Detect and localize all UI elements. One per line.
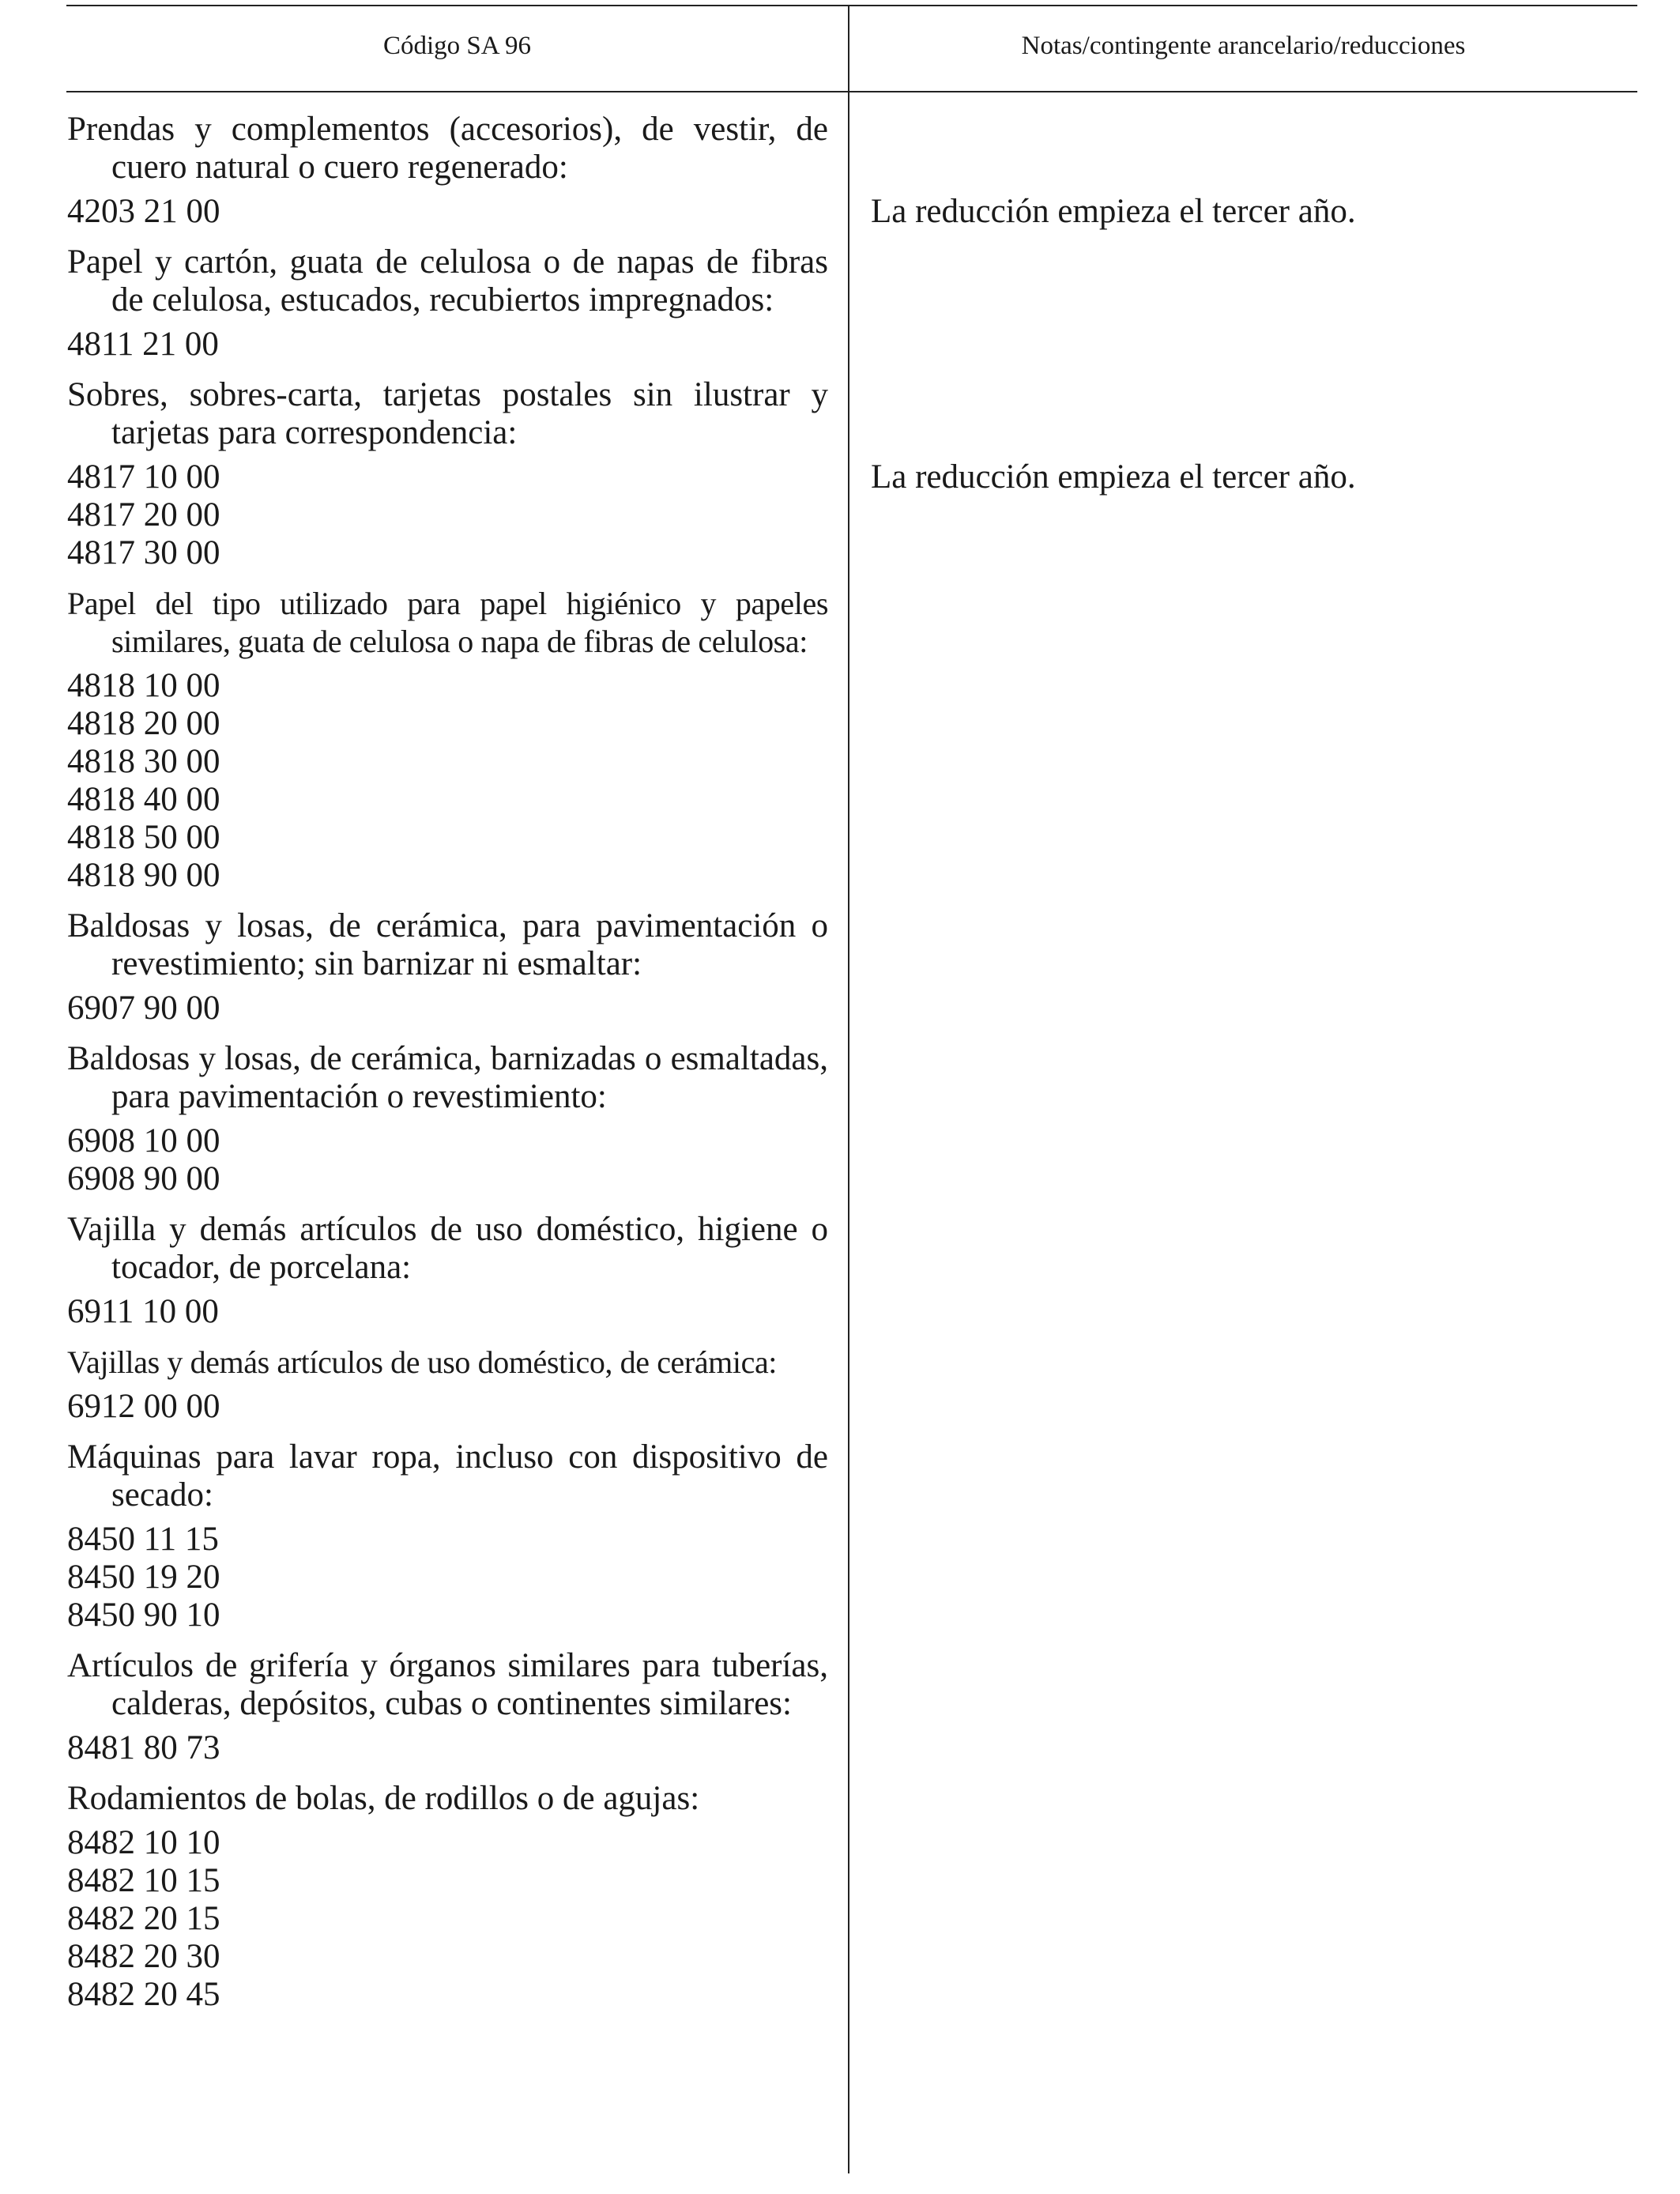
hs-code: 6907 90 00 [67,990,220,1027]
tariff-entry [67,111,828,231]
header-notes: Notas/contingente arancelario/reducciones [1021,32,1466,60]
product-description: Artículos de grifería y órganos similares para tuberías, calderas, depósitos, cubas o continentes similares: [67,1647,828,1722]
product-description: Baldosas y losas, de cerámica, barnizadas o esmaltadas, para pavimentación o revestimiento: [67,1040,828,1115]
hs-code: 6911 10 00 [67,1293,219,1330]
hs-code: 6908 10 00 [67,1122,220,1159]
hs-code: 4817 10 00 [67,458,220,496]
hs-code: 8450 90 10 [67,1596,220,1634]
product-description: Papel y cartón, guata de celulosa o de napas de fibras de celulosa, estucados, recubiertos impregnados: [67,243,828,319]
codes-column [67,111,828,2026]
hs-code: 4203 21 00 [67,193,220,230]
header-bottom-rule [66,91,1637,92]
hs-code: 8450 11 15 [67,1521,219,1558]
hs-code: 8482 20 45 [67,1976,220,2013]
hs-code: 6912 00 00 [67,1388,220,1425]
hs-code: 4818 10 00 [67,667,220,704]
hs-code: 6908 90 00 [67,1160,220,1197]
product-description: Máquinas para lavar ropa, incluso con dispositivo de secado: [67,1438,828,1514]
hs-code: 4818 50 00 [67,819,220,856]
tariff-entry [67,1438,828,1634]
hs-code: 8481 80 73 [67,1729,220,1766]
product-description: Prendas y complementos (accesorios), de vestir, de cuero natural o cuero regenerado: [67,111,828,186]
hs-code: 8482 10 15 [67,1862,220,1899]
hs-code: 8450 19 20 [67,1559,220,1596]
tariff-entry [67,585,828,895]
tariff-entry [67,1211,828,1331]
product-description: Baldosas y losas, de cerámica, para pavimentación o revestimiento; sin barnizar ni esmaltar: [67,907,828,982]
tariff-entry [67,1344,828,1426]
header-hs-code: Código SA 96 [382,32,532,60]
hs-code: 8482 10 10 [67,1824,220,1861]
tariff-entry [67,243,828,364]
product-description: Rodamientos de bolas, de rodillos o de agujas: [67,1780,700,1817]
hs-code: 8482 20 15 [67,1900,220,1937]
tariff-entry [67,907,828,1027]
tariff-entry [67,1040,828,1198]
hs-code: 4818 40 00 [67,781,220,818]
hs-code: 4818 30 00 [67,743,220,780]
hs-code: 4817 20 00 [67,496,220,533]
hs-code: 4811 21 00 [67,326,219,363]
tariff-entry [67,376,828,572]
table-top-rule [66,5,1637,6]
hs-code: 4818 20 00 [67,705,220,742]
product-description: Vajillas y demás artículos de uso doméstico, de cerámica: [67,1344,778,1380]
tariff-entry [67,1647,828,1767]
reduction-note: La reducción empieza el tercer año. [871,458,1356,496]
product-description: Vajilla y demás artículos de uso doméstico, higiene o tocador, de porcelana: [67,1211,828,1286]
product-description: Papel del tipo utilizado para papel higiénico y papeles similares, guata de celulosa o napa de fibras de celulosa: [67,586,828,659]
product-description: Sobres, sobres-carta, tarjetas postales sin ilustrar y tarjetas para correspondencia: [67,376,828,451]
hs-code: 8482 20 30 [67,1938,220,1975]
hs-code: 4818 90 00 [67,857,220,894]
hs-code: 4817 30 00 [67,534,220,571]
column-divider [848,5,849,2173]
tariff-entry [67,1780,828,2014]
reduction-note: La reducción empieza el tercer año. [871,193,1356,230]
